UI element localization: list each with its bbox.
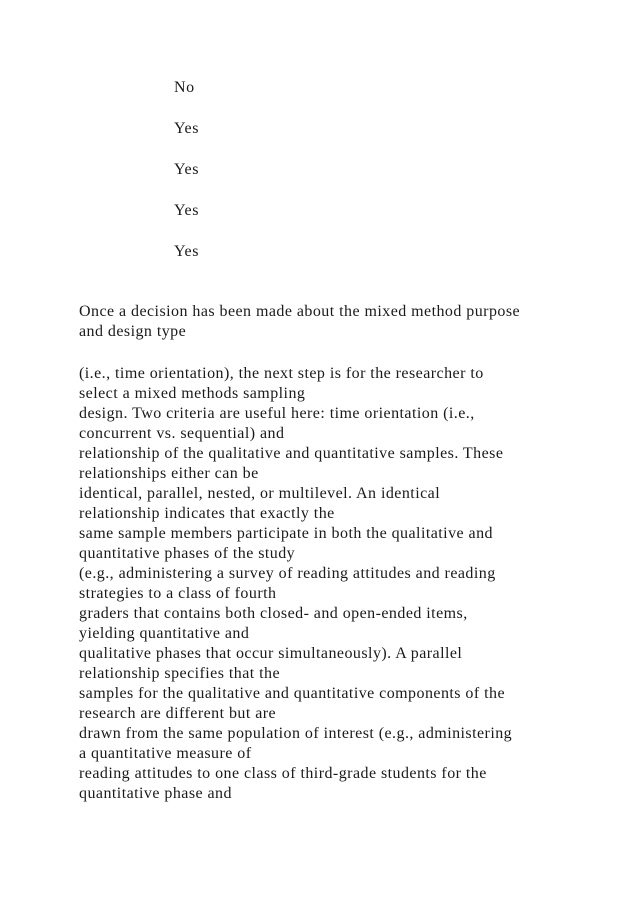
text-line: (i.e., time orientation), the next step is for the researcher to <box>79 365 484 382</box>
text-line: strategies to a class of fourth <box>79 585 277 602</box>
text-line: drawn from the same population of interest (e.g., administering <box>79 725 513 742</box>
text-line: concurrent vs. sequential) and <box>79 425 285 442</box>
text-line: samples for the qualitative and quantitative components of the <box>79 685 506 702</box>
text-line: relationship specifies that the <box>79 665 281 682</box>
paragraph-intro <box>79 302 599 342</box>
text-line: reading attitudes to one class of third-grade students for the <box>79 765 487 782</box>
answer-list <box>174 78 199 283</box>
text-line: graders that contains both closed- and open-ended items, <box>79 605 468 622</box>
text-line: same sample members participate in both the qualitative and <box>79 525 493 542</box>
text-line: qualitative phases that occur simultaneously). A parallel <box>79 645 463 662</box>
text-line: quantitative phases of the study <box>79 545 296 562</box>
text-line: quantitative phase and <box>79 785 232 802</box>
answer-item: Yes <box>174 120 200 137</box>
answer-item: No <box>174 79 195 96</box>
text-line: research are different but are <box>79 705 277 722</box>
text-line: and design type <box>79 323 187 340</box>
text-line: relationship indicates that exactly the <box>79 505 335 522</box>
text-line: yielding quantitative and <box>79 625 250 642</box>
text-line: (e.g., administering a survey of reading attitudes and reading <box>79 565 496 582</box>
answer-item: Yes <box>174 243 200 260</box>
answer-item: Yes <box>174 161 200 178</box>
text-line: a quantitative measure of <box>79 745 252 762</box>
paragraph-body <box>79 364 599 804</box>
text-line: design. Two criteria are useful here: time orientation (i.e., <box>79 405 475 422</box>
text-line: relationships either can be <box>79 465 259 482</box>
text-line: select a mixed methods sampling <box>79 385 306 402</box>
text-line: Once a decision has been made about the mixed method purpose <box>79 303 521 320</box>
text-line: relationship of the qualitative and quantitative samples. These <box>79 445 504 462</box>
text-line: identical, parallel, nested, or multilevel. An identical <box>79 485 441 502</box>
answer-item: Yes <box>174 202 200 219</box>
